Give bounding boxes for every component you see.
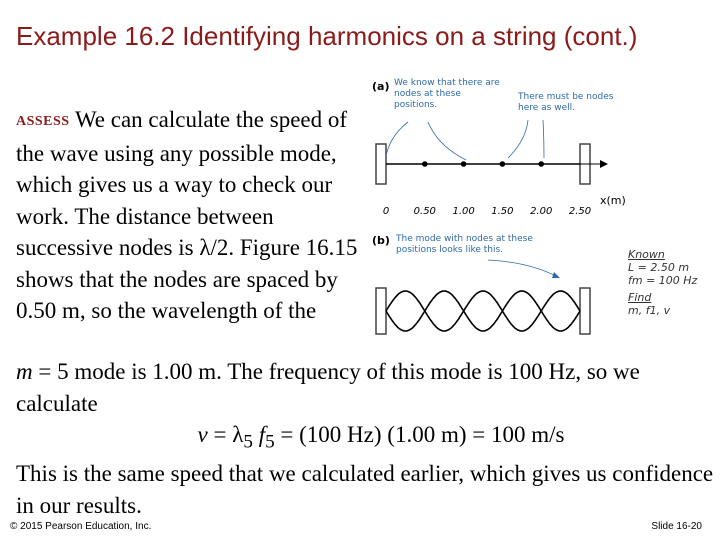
assess-paragraph: [16, 104, 376, 327]
find-vars: m, f1, v: [628, 304, 671, 317]
mode-line: [16, 356, 716, 419]
copyright: © 2015 Pearson Education, Inc.: [10, 521, 152, 532]
node-dot: [500, 161, 506, 167]
known-block: [628, 248, 697, 317]
annotation-arrowhead-b: [552, 272, 560, 278]
closing-text: This is the same speed that we calculated earlier, which gives us confidence in our results.: [16, 461, 714, 518]
node-dot: [422, 161, 428, 167]
assess-body: We can calculate the speed of the wave using any possible mode, which gives us a way to check our work. The distance between successive nodes is λ/2. Figure 16.15 shows that the nodes are spaced by 0.50 m, so the wavelength of the: [16, 107, 358, 323]
node-dot: [461, 161, 467, 167]
axis-label: x(m): [600, 194, 626, 207]
x-axis-arrow: [600, 160, 608, 168]
eq-result: = (100 Hz) (1.00 m) = 100 m/s: [274, 422, 565, 447]
annotation-arrows-a: [386, 120, 544, 160]
slide-title: Example 16.2 Identifying harmonics on a string (cont.): [16, 21, 638, 51]
eq-v: v: [197, 422, 208, 447]
assess-label: ASSESS: [16, 114, 70, 129]
left-support-a: [376, 144, 386, 184]
note-mode-shape: The mode with nodes at these positions looks like this.: [396, 234, 533, 255]
mode-text: = 5 mode is 1.00 m. The frequency of this mode is 100 Hz, so we calculate: [16, 359, 640, 416]
figure-label-a: (a): [372, 80, 390, 93]
find-title: Find: [628, 291, 652, 304]
tick-label: 0: [382, 206, 390, 217]
known-title: Known: [628, 248, 665, 261]
eq-sub-1: 5: [243, 431, 253, 453]
known-frequency: fm = 100 Hz: [628, 274, 698, 287]
node-dot: [538, 161, 544, 167]
tick-label: 2.50: [568, 206, 592, 217]
tick-label: 2.00: [530, 206, 553, 217]
annotation-arrow-b: [488, 260, 556, 276]
tick-label: 1.00: [452, 206, 475, 217]
right-support-b: [580, 288, 590, 334]
slide-number: Slide 16-20: [651, 521, 702, 532]
continued-paragraph: [16, 356, 716, 521]
left-support-b: [376, 288, 386, 334]
axis-ticks: [383, 206, 591, 217]
speed-equation: [16, 419, 716, 458]
eq-sub-2: 5: [265, 431, 275, 453]
tick-label: 1.50: [491, 206, 514, 217]
m-variable: m: [16, 359, 33, 384]
eq-f: f: [252, 422, 266, 447]
note-must-be-nodes: There must be nodes here as well.: [518, 92, 614, 113]
tick-label: 0.50: [413, 206, 436, 217]
figure-label-b: (b): [372, 234, 390, 247]
known-length: L = 2.50 m: [628, 261, 690, 274]
eq-lambda: = λ: [207, 422, 244, 447]
note-known-nodes: We know that there are nodes at these positions.: [394, 78, 500, 110]
